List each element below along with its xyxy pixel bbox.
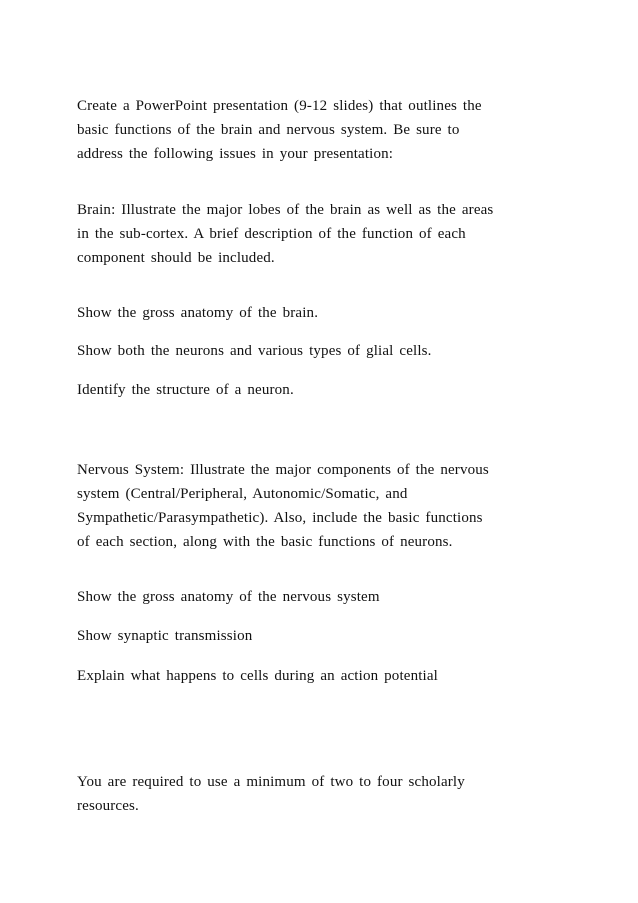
- text-line: Show the gross anatomy of the brain.: [77, 305, 319, 321]
- brain-paragraph: [77, 198, 577, 270]
- text-line: Brain: Illustrate the major lobes of the brain as well as the areas: [77, 202, 494, 218]
- brain-item-gross-anatomy: [77, 301, 577, 325]
- text-line: resources.: [77, 798, 139, 814]
- nervous-system-paragraph: [77, 458, 577, 554]
- text-line: Identify the structure of a neuron.: [77, 382, 294, 398]
- text-line: basic functions of the brain and nervous system. Be sure to: [77, 122, 460, 138]
- text-line: of each section, along with the basic functions of neurons.: [77, 534, 453, 550]
- nervous-item-action-potential: [77, 664, 577, 688]
- text-line: Show both the neurons and various types of glial cells.: [77, 343, 432, 359]
- text-line: in the sub-cortex. A brief description of the function of each: [77, 226, 466, 242]
- brain-item-neuron-structure: [77, 378, 577, 402]
- text-line: component should be included.: [77, 250, 275, 266]
- resources-paragraph: [77, 770, 577, 818]
- text-line: You are required to use a minimum of two to four scholarly: [77, 774, 465, 790]
- nervous-item-synaptic: [77, 624, 577, 648]
- text-line: Explain what happens to cells during an action potential: [77, 668, 438, 684]
- text-line: Show synaptic transmission: [77, 628, 253, 644]
- text-line: Create a PowerPoint presentation (9-12 slides) that outlines the: [77, 98, 482, 114]
- nervous-item-gross-anatomy: [77, 585, 577, 609]
- text-line: system (Central/Peripheral, Autonomic/Somatic, and: [77, 486, 408, 502]
- text-line: Show the gross anatomy of the nervous system: [77, 589, 380, 605]
- text-line: Sympathetic/Parasympathetic). Also, include the basic functions: [77, 510, 483, 526]
- text-line: Nervous System: Illustrate the major components of the nervous: [77, 462, 489, 478]
- intro-paragraph: [77, 94, 577, 166]
- brain-item-neurons-glial: [77, 339, 577, 363]
- text-line: address the following issues in your presentation:: [77, 146, 394, 162]
